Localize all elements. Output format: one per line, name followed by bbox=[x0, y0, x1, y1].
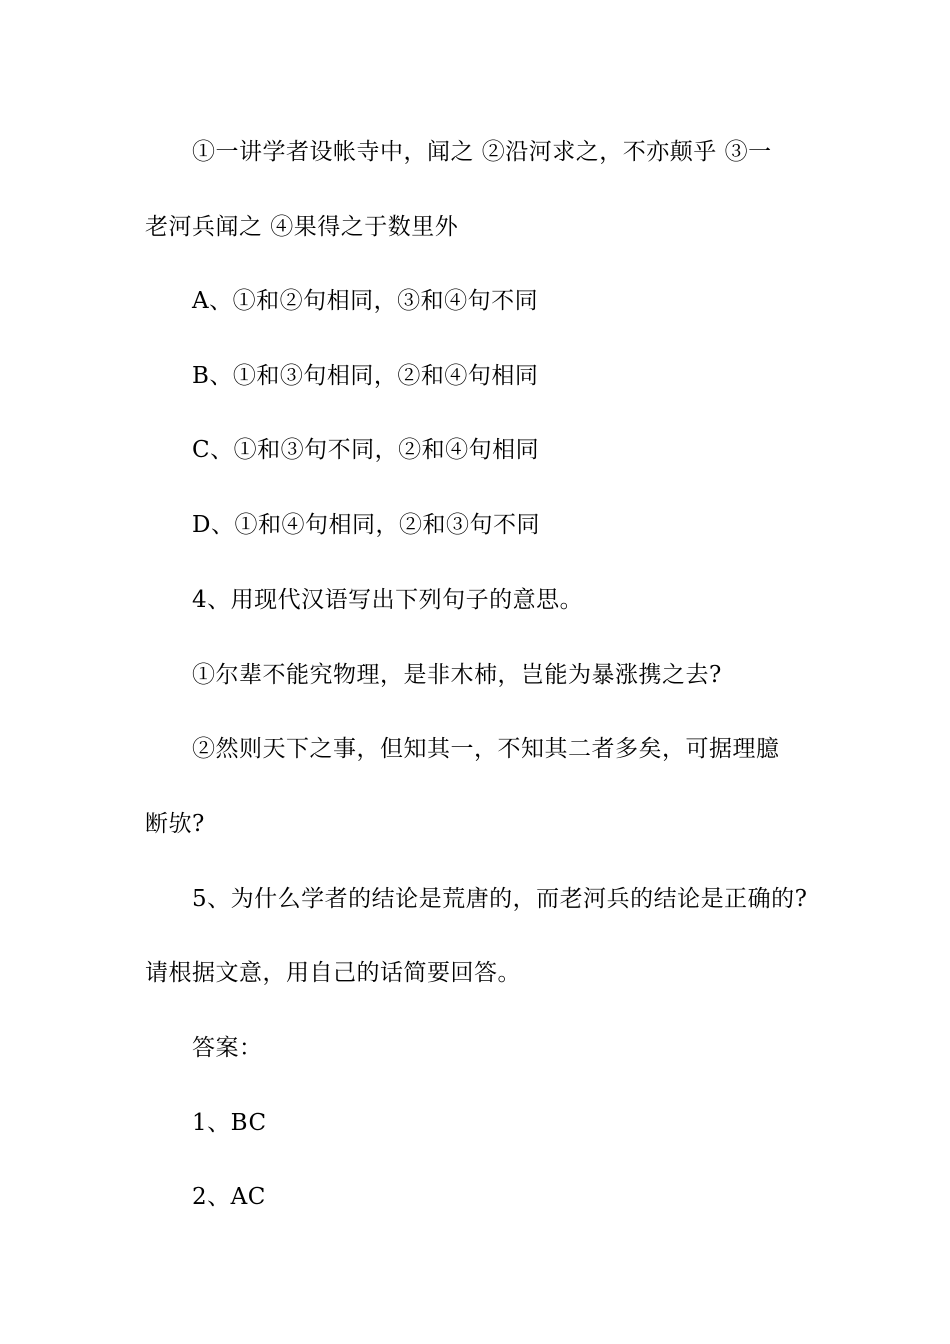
option-c: C、①和③句不同，②和④句相同 bbox=[192, 437, 540, 463]
option-a: A、①和②句相同，③和④句不同 bbox=[192, 288, 539, 314]
text-line: ①一讲学者设帐寺中，闻之 ②沿河求之，不亦颠乎 ③一 bbox=[192, 139, 772, 165]
text-line: 断欤? bbox=[145, 811, 205, 837]
question-5: 5、为什么学者的结论是荒唐的，而老河兵的结论是正确的? bbox=[192, 886, 808, 912]
text-line: ②然则天下之事，但知其一，不知其二者多矣，可据理臆 bbox=[192, 736, 780, 762]
question-4: 4、用现代汉语写出下列句子的意思。 bbox=[192, 587, 584, 613]
text-line: 请根据文意，用自己的话简要回答。 bbox=[145, 960, 521, 986]
answer-heading: 答案： bbox=[192, 1035, 263, 1061]
text-line: 老河兵闻之 ④果得之于数里外 bbox=[145, 214, 459, 240]
text-line: ①尔辈不能究物理，是非木杮，岂能为暴涨携之去? bbox=[192, 662, 722, 688]
answer-2: 2、AC bbox=[192, 1184, 266, 1210]
option-b: B、①和③句相同，②和④句相同 bbox=[192, 363, 539, 389]
answer-1: 1、BC bbox=[192, 1110, 267, 1136]
option-d: D、①和④句相同，②和③句不同 bbox=[192, 512, 540, 538]
